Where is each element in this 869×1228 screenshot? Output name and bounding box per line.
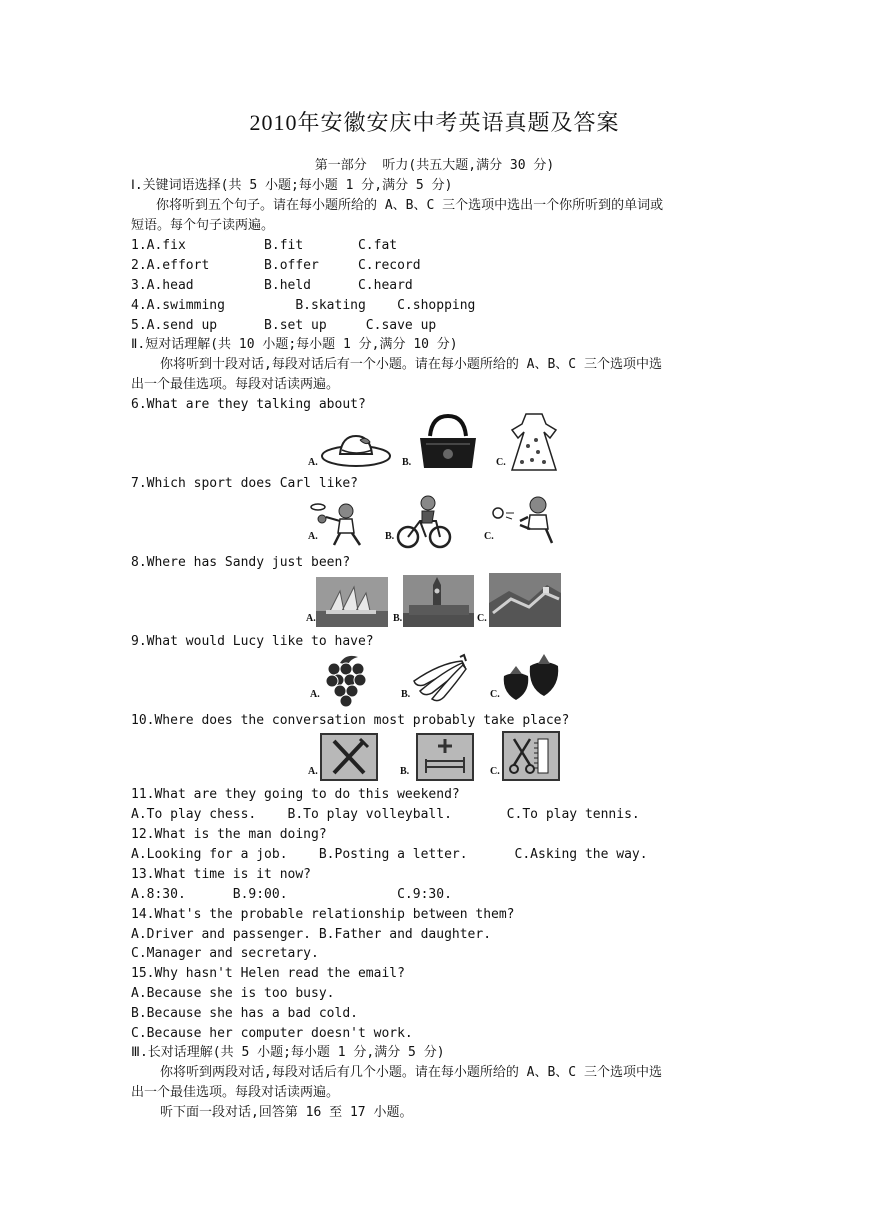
question-13: 13.What time is it now? xyxy=(131,867,312,882)
option-a-label: A. xyxy=(308,457,318,468)
option-c-label: C. xyxy=(496,457,506,468)
option-a-label: A. xyxy=(308,766,318,777)
sec1-heading: Ⅰ.关键词语选择(共 5 小题;每小题 1 分,满分 5 分) xyxy=(131,178,453,193)
option-c-label: C. xyxy=(490,766,500,777)
sec2-heading: Ⅱ.短对话理解(共 10 小题;每小题 1 分,满分 10 分) xyxy=(131,337,458,352)
option-a-label: A. xyxy=(310,689,320,700)
sec2-instruction-cont: 出一个最佳选项。每段对话读两遍。 xyxy=(131,377,340,392)
handbag-icon xyxy=(416,414,480,470)
option-a-label: A. xyxy=(308,531,318,542)
question-8: 8.Where has Sandy just been? xyxy=(131,555,351,570)
question-15: 15.Why hasn't Helen read the email? xyxy=(131,966,405,981)
bananas-icon xyxy=(410,653,470,703)
question-15-option-b: B.Because she has a bad cold. xyxy=(131,1006,358,1021)
grapes-icon xyxy=(320,651,372,709)
question-5: 5.A.send up B.set up C.save up xyxy=(131,318,437,333)
question-11: 11.What are they going to do this weekend? xyxy=(131,787,460,802)
question-13-options: A.8:30. B.9:00. C.9:30. xyxy=(131,887,452,902)
opera-house-photo xyxy=(316,577,388,627)
question-4: 4.A.swimming B.skating C.shopping xyxy=(131,298,476,313)
cycling-icon xyxy=(396,493,452,549)
question-9: 9.What would Lucy like to have? xyxy=(131,634,374,649)
football-icon xyxy=(490,495,562,545)
question-2: 2.A.effort B.offer C.record xyxy=(131,258,421,273)
question-10: 10.Where does the conversation most probably take place? xyxy=(131,713,570,728)
sec1-instruction-cont: 短语。每个句子读两遍。 xyxy=(131,218,275,233)
big-ben-photo xyxy=(403,575,474,627)
question-14-options-cont: C.Manager and secretary. xyxy=(131,946,319,961)
part1-heading: 第一部分 听力(共五大题,满分 30 分) xyxy=(314,158,555,173)
question-3: 3.A.head B.held C.heard xyxy=(131,278,413,293)
question-11-options: A.To play chess. B.To play volleyball. C.To play tennis. xyxy=(131,807,640,822)
option-b-label: B. xyxy=(402,457,412,468)
question-14-options: A.Driver and passenger. B.Father and daughter. xyxy=(131,927,492,942)
barber-sign xyxy=(502,731,560,781)
restaurant-sign xyxy=(320,733,378,781)
question-1: 1.A.fix B.fit C.fat xyxy=(131,238,398,253)
option-c-label: C. xyxy=(484,531,494,542)
sec3-heading: Ⅲ.长对话理解(共 5 小题;每小题 1 分,满分 5 分) xyxy=(131,1045,445,1060)
question-12: 12.What is the man doing? xyxy=(131,827,327,842)
basketball-icon xyxy=(310,497,366,547)
question-14: 14.What's the probable relationship between them? xyxy=(131,907,515,922)
great-wall-photo xyxy=(489,573,561,627)
dress-icon xyxy=(508,412,560,472)
option-b-label: B. xyxy=(401,689,411,700)
option-b-label: B. xyxy=(393,613,403,624)
question-7: 7.Which sport does Carl like? xyxy=(131,476,358,491)
question-15-option-a: A.Because she is too busy. xyxy=(131,986,335,1001)
question-12-options: A.Looking for a job. B.Posting a letter. C.Asking the way. xyxy=(131,847,648,862)
option-b-label: B. xyxy=(385,531,395,542)
question-15-option-c: C.Because her computer doesn't work. xyxy=(131,1026,413,1041)
sec3-listen-note: 听下面一段对话,回答第 16 至 17 小题。 xyxy=(160,1105,413,1120)
strawberries-icon xyxy=(500,652,560,702)
option-a-label: A. xyxy=(306,613,316,624)
sec3-instruction-cont: 出一个最佳选项。每段对话读两遍。 xyxy=(131,1085,340,1100)
sec1-instruction: 你将听到五个句子。请在每小题所给的 A、B、C 三个选项中选出一个你所听到的单词或 xyxy=(156,198,664,213)
option-c-label: C. xyxy=(490,689,500,700)
option-b-label: B. xyxy=(400,766,410,777)
sec2-instruction: 你将听到十段对话,每段对话后有一个小题。请在每小题所给的 A、B、C 三个选项中选 xyxy=(160,357,662,372)
hat-icon xyxy=(318,426,394,470)
page-title: 2010年安徽安庆中考英语真题及答案 xyxy=(249,110,620,135)
question-6: 6.What are they talking about? xyxy=(131,397,366,412)
hospital-sign xyxy=(416,733,474,781)
sec3-instruction: 你将听到两段对话,每段对话后有几个小题。请在每小题所给的 A、B、C 三个选项中选 xyxy=(160,1065,662,1080)
option-c-label: C. xyxy=(477,613,487,624)
